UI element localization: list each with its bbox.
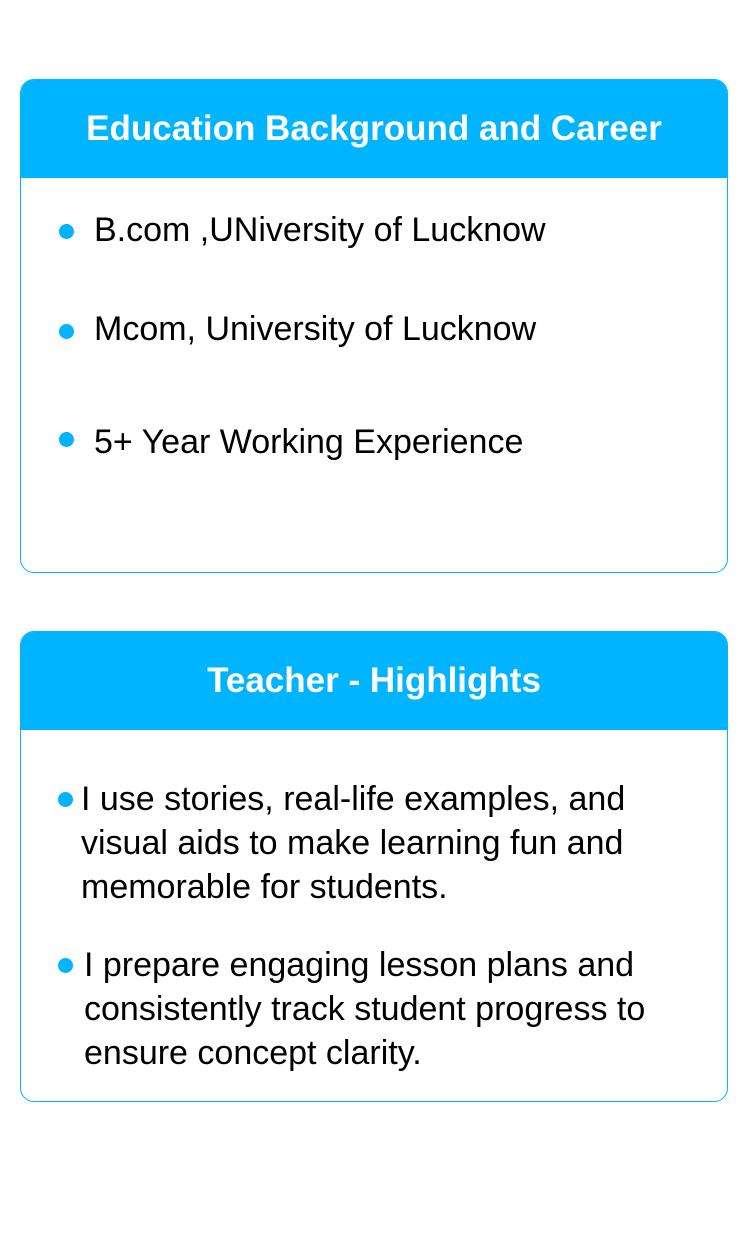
education-card — [20, 79, 728, 573]
bullet-dot-icon — [59, 224, 74, 239]
bullet-dot-icon — [58, 792, 73, 807]
bullet-dot-icon — [59, 324, 74, 339]
bullet-dot-icon — [58, 958, 73, 973]
education-card-header — [21, 80, 727, 178]
education-item: Mcom, University of Lucknow — [94, 310, 537, 348]
highlight-item: I prepare engaging lesson plans and consistently track student progress to ensure concept clarity. — [84, 946, 646, 1072]
highlights-card — [20, 631, 728, 1102]
education-card-title: Education Background and Career — [86, 109, 662, 148]
education-item: 5+ Year Working Experience — [94, 423, 524, 461]
highlights-card-title: Teacher - Highlights — [207, 661, 541, 700]
highlight-item: I use stories, real-life examples, and visual aids to make learning fun and memorable for students. — [81, 780, 626, 906]
bullet-dot-icon — [59, 432, 74, 447]
education-item: B.com ,UNiversity of Lucknow — [94, 211, 546, 249]
highlights-card-header — [21, 632, 727, 730]
